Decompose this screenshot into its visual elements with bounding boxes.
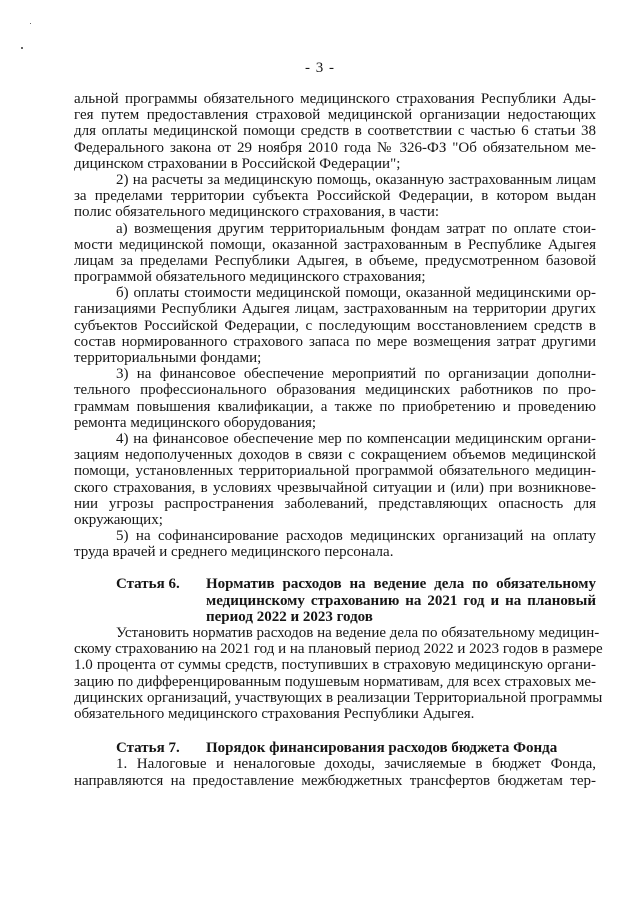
article-7-label: Статья 7.	[116, 740, 180, 757]
text-line: 1. Налоговые и неналоговые доходы, зачисляемые в бюджет Фонда,	[116, 756, 596, 773]
article-6-title-line: Норматив расходов на ведение дела по обязательному	[206, 576, 596, 593]
article-6-body	[74, 625, 603, 722]
article-7-heading	[74, 740, 596, 756]
text-line: 2) на расчеты за медицинскую помощь, оказанную застрахованным лицам	[116, 171, 596, 188]
text-line: Установить норматив расходов на ведение дела по обязательному медицин-	[116, 625, 600, 641]
text-line: труда врачей и среднего медицинского персонала.	[74, 544, 394, 561]
text-line: состав нормированного страхового запаса по мере возмещения затрат другими	[74, 333, 596, 350]
text-line: а) возмещения другим территориальным фондам затрат по оплате стои-	[116, 220, 596, 237]
paragraph-item-3	[74, 366, 596, 431]
article-6-label: Статья 6.	[116, 576, 180, 593]
text-line: скому страхованию на 2021 год и на плановый период 2022 и 2023 годов в размере	[74, 641, 603, 658]
text-line: субъектов Российской Федерации, с последующим восстановлением средств в	[74, 317, 596, 334]
text-line: окружающих;	[74, 511, 163, 528]
paragraph-item-2a	[74, 221, 596, 286]
page-number: - 3 -	[305, 60, 335, 76]
article-7-title-line: Порядок финансирования расходов бюджета Фонда	[206, 740, 558, 757]
text-line: 3) на финансовое обеспечение мероприятий по организации дополни-	[116, 366, 596, 383]
text-line: зацию по дифференцированным подушевым нормативам, для всех страховых ме-	[74, 673, 596, 690]
text-line: альной программы обязательного медицинского страхования Республики Ады-	[74, 91, 596, 107]
text-line: полис обязательного медицинского страхования, в части:	[74, 204, 440, 221]
text-line: граммам повышения квалификации, а также по приобретению и проведению	[74, 398, 596, 415]
text-line: обязательного медицинского страхования Республики Адыгея.	[74, 705, 475, 722]
text-line: лицам за пределами Республики Адыгея, в объеме, предусмотренном базовой	[74, 252, 596, 269]
paragraph-item-2	[74, 172, 596, 221]
text-line: для оплаты медицинской помощи средств в соответствии с частью 6 статьи 38	[74, 123, 596, 140]
text-line: ремонта медицинского оборудования;	[74, 414, 317, 431]
paragraph-continuation	[74, 91, 596, 172]
text-line: программой обязательного медицинского страхования;	[74, 269, 426, 286]
text-line: 5) на софинансирование расходов медицинских организаций на оплату	[116, 528, 596, 545]
text-line: б) оплаты стоимости медицинской помощи, оказанной медицинскими ор-	[116, 285, 596, 302]
text-line: 4) на финансовое обеспечение мер по компенсации медицинским органи-	[116, 430, 596, 447]
text-line: помощи, установленных территориальной программой обязательного медицин-	[74, 463, 596, 480]
scan-speck	[30, 23, 31, 24]
text-line: тельного профессионального образования медицинских работников по про-	[74, 382, 596, 399]
scan-speck	[21, 47, 23, 49]
text-line: территориальными фондами;	[74, 350, 262, 366]
text-line: гея путем предоставления страховой медицинской организации недостающих	[74, 107, 596, 124]
document-body	[74, 91, 603, 789]
text-line: дицинских организаций, участвующих в реализации Территориальной программы	[74, 689, 603, 706]
article-6-heading	[74, 576, 596, 625]
text-line: мости медицинской помощи, оказанной застрахованным в Республике Адыгея	[74, 236, 596, 253]
paragraph-item-2b	[74, 285, 596, 366]
text-line: ганизациями Республики Адыгея лицам, застрахованным на территории других	[74, 301, 596, 318]
text-line: нии угрозы распространения заболеваний, представляющих опасность для	[74, 495, 596, 512]
text-line: зациям недополученных доходов в связи с сокращением объемов медицинской	[74, 447, 596, 464]
text-line: направляются на предоставление межбюджетных трансфертов бюджетам тер-	[74, 772, 596, 789]
article-6-title-line: период 2022 и 2023 годов	[206, 608, 373, 625]
text-line: 1.0 процента от суммы средств, поступивших в страховую медицинскую органи-	[74, 657, 596, 674]
text-line: за пределами территории субъекта Российской Федерации, в котором выдан	[74, 188, 596, 205]
paragraph-item-4	[74, 431, 596, 528]
text-line: ского страхования, в условиях чрезвычайной ситуации и (или) при возникнове-	[74, 479, 596, 496]
text-line: дицинском страховании в Российской Федерации";	[74, 155, 401, 172]
text-line: Федерального закона от 29 ноября 2010 года № 326-ФЗ "Об обязательном ме-	[74, 139, 596, 156]
article-7-body	[74, 756, 596, 788]
article-6-title-line: медицинскому страхованию на 2021 год и на плановый	[206, 592, 596, 609]
paragraph-item-5	[74, 528, 596, 560]
